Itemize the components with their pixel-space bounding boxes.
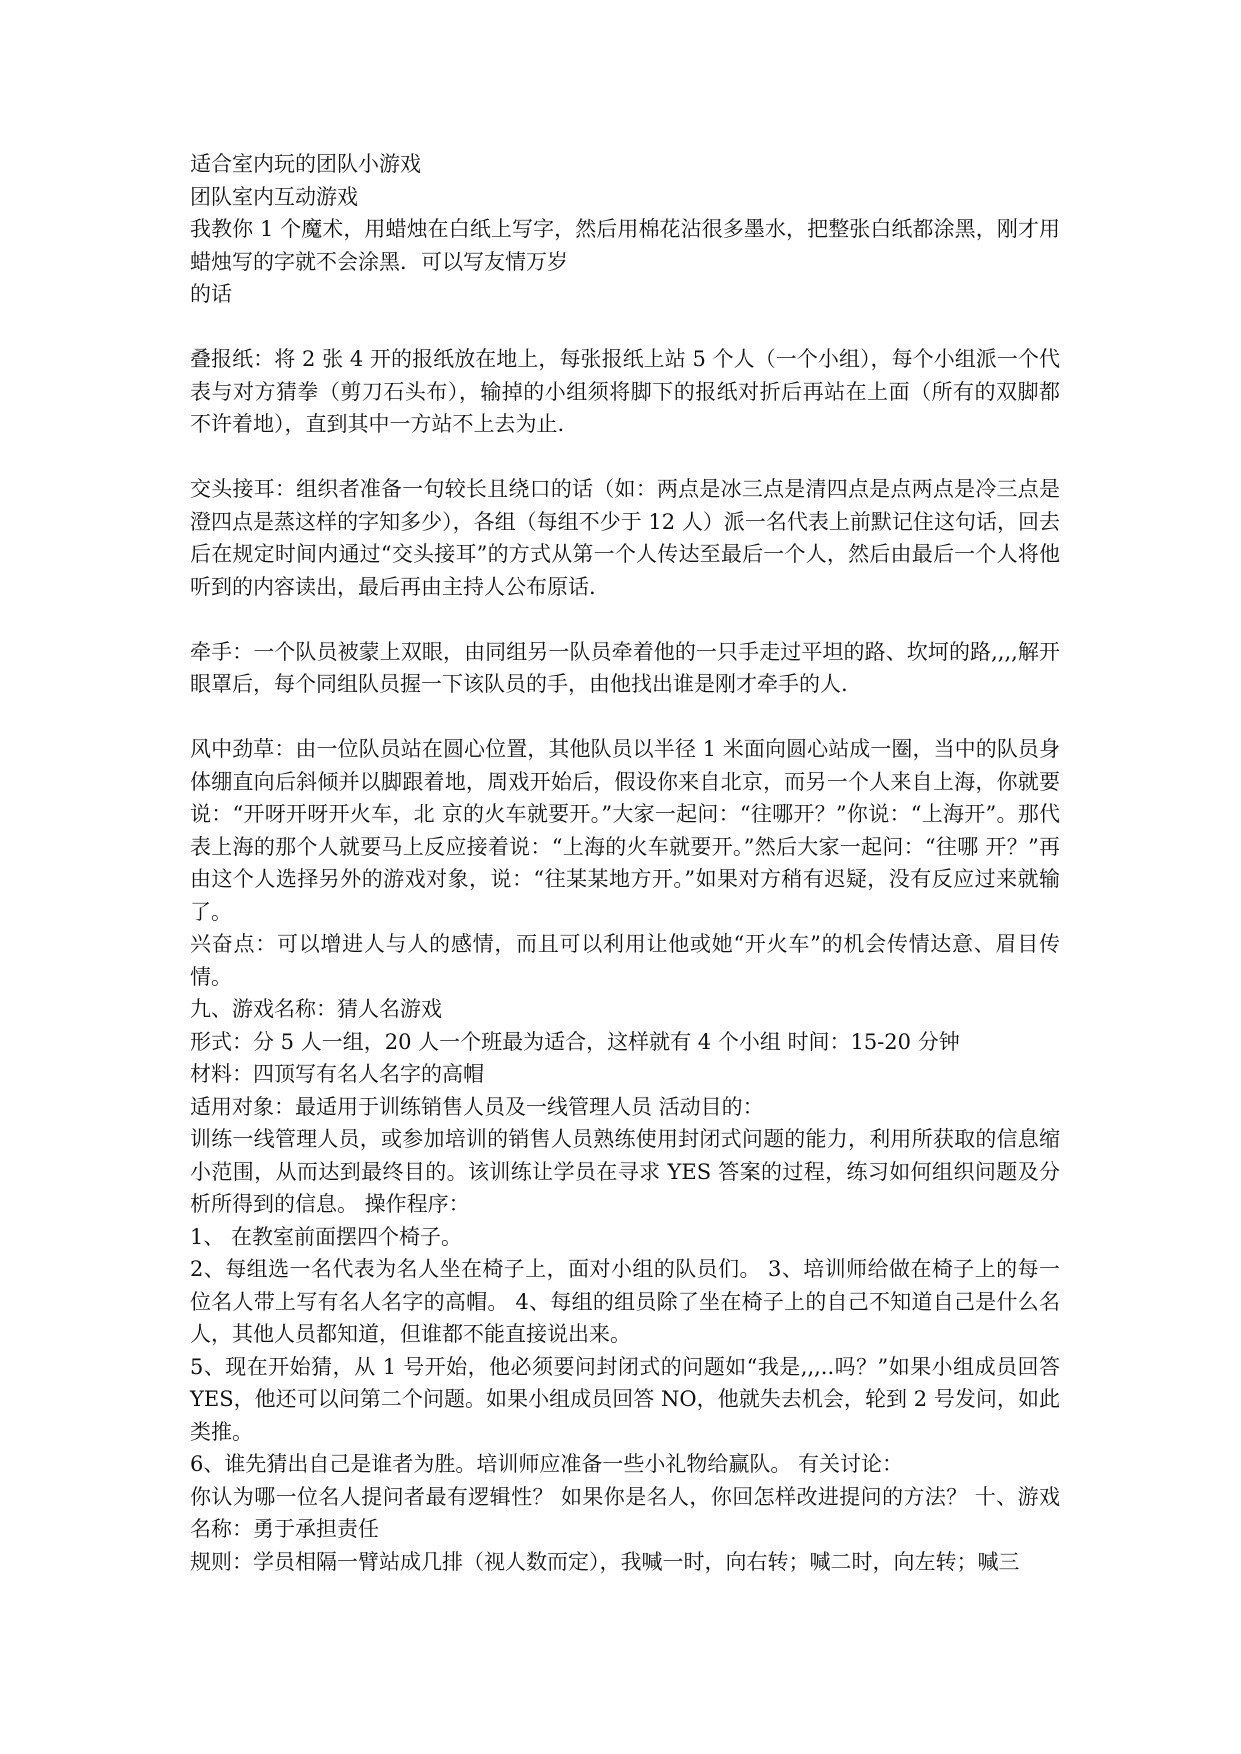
paragraph-form: 形式：分 5 人一组，20 人一个班最为适合，这样就有 4 个小组 时间：15-20 分钟 <box>190 1029 960 1054</box>
doc-subtitle: 团队室内互动游戏 <box>190 184 358 209</box>
paragraph-materials: 材料：四顶写有名人名字的高帽 <box>190 1062 484 1086</box>
paragraph-audience: 适用对象：最适用于训练销售人员及一线管理人员 活动目的： <box>190 1094 764 1119</box>
paragraph-hand-holding: 牵手：一个队员被蒙上双眼，由同组另一队员牵着他的一只手走过平坦的路、坎坷的路,,,,解开眼罩后，每个同组队员握一下该队员的手，由他找出谁是刚才牵手的人. <box>190 639 1060 696</box>
paragraph-training-goal: 训练一线管理人员，或参加培训的销售人员熟练使用封闭式问题的能力，利用所获取的信息缩小范围，从而达到最终目的。该训练让学员在寻求 YES 答案的过程，练习如何组织问题及分析所得到的信息。 操作程序： <box>190 1127 1060 1216</box>
paragraph-game-nine-title: 九、游戏名称：猜人名游戏 <box>190 997 442 1021</box>
paragraph-fold-newspaper: 叠报纸：将 2 张 4 开的报纸放在地上，每张报纸上站 5 个人（一个小组），每个小组派一个代表与对方猜拳（剪刀石头布），输掉的小组须将脚下的报纸对折后再站在上面（所有的双脚都不许着地），直到其中一方站不上去为止. <box>190 347 1060 436</box>
doc-title: 适合室内玩的团队小游戏 <box>190 152 421 176</box>
paragraph-gap <box>190 441 1060 474</box>
paragraph-highlight: 兴奋点：可以增进人与人的感情，而且可以利用让他或她“开火车”的机会传情达意、眉目传情。 <box>190 932 1060 989</box>
paragraph-step-6: 6、谁先猜出自己是谁者为胜。培训师应准备一些小礼物给赢队。 有关讨论： <box>190 1452 904 1476</box>
paragraph-step-2-4: 2、每组选一名代表为名人坐在椅子上，面对小组的队员们。 3、培训师给做在椅子上的每一位名人带上写有名人名字的高帽。 4、每组的组员除了坐在椅子上的自己不知道自己是什么名人，其他人员都知道，但谁都不能直接说出来。 <box>190 1257 1060 1346</box>
paragraph-magic-trick: 我教你 1 个魔术，用蜡烛在白纸上写字，然后用棉花沾很多墨水，把整张白纸都涂黑，刚才用蜡烛写的字就不会涂黑．可以写友情万岁 <box>190 217 1060 274</box>
document-body <box>190 148 1060 1578</box>
paragraph-magic-trick-cont: 的话 <box>190 282 232 306</box>
paragraph-step-1: 1、 在教室前面摆四个椅子。 <box>190 1224 463 1249</box>
paragraph-step-5: 5、现在开始猜，从 1 号开始，他必须要问封闭式的问题如“我是,,,..吗？”如果小组成员回答 YES，他还可以问第二个问题。如果小组成员回答 NO，他就失去机会，轮到 2 号发问，如此类推。 <box>190 1354 1060 1444</box>
paragraph-whisper: 交头接耳：组织者准备一句较长且绕口的话（如：两点是冰三点是清四点是点两点是冷三点是澄四点是蒸这样的字知多少），各组（每组不少于 12 人）派一名代表上前默记住这句话，回去后在规定时间内通过“交头接耳”的方式从第一个人传达至最后一个人，然后由最后一个人将他听到的内容读出，最后再由主持人公布原话. <box>190 477 1060 599</box>
paragraph-rules: 规则：学员相隔一臂站成几排（视人数而定），我喊一时，向右转；喊二时，向左转；喊三 <box>190 1549 1020 1574</box>
paragraph-discussion: 你认为哪一位名人提问者最有逻辑性？ 如果你是名人，你回怎样改进提问的方法？ 十、游戏名称：勇于承担责任 <box>190 1484 1060 1541</box>
paragraph-gap <box>190 701 1060 734</box>
paragraph-grass-in-wind: 风中劲草：由一位队员站在圆心位置，其他队员以半径 1 米面向圆心站成一圈，当中的队员身体绷直向后斜倾并以脚跟着地，周戏开始后，假设你来自北京，而另一个人来自上海，你就要说：“开呀开呀开火车，北 京的火车就要开。”大家一起问：“往哪开？”你说：“上海开”。那代表上海的那个人就要马上反应接着说：“上海的火车就要开。”然后大家一起问：“往哪 开？”再由这个人选择另外的游戏对象，说：“往某某地方开。”如果对方稍有迟疑，没有反应过来就输了。 <box>190 737 1060 924</box>
paragraph-gap <box>190 311 1060 344</box>
paragraph-gap <box>190 603 1060 636</box>
